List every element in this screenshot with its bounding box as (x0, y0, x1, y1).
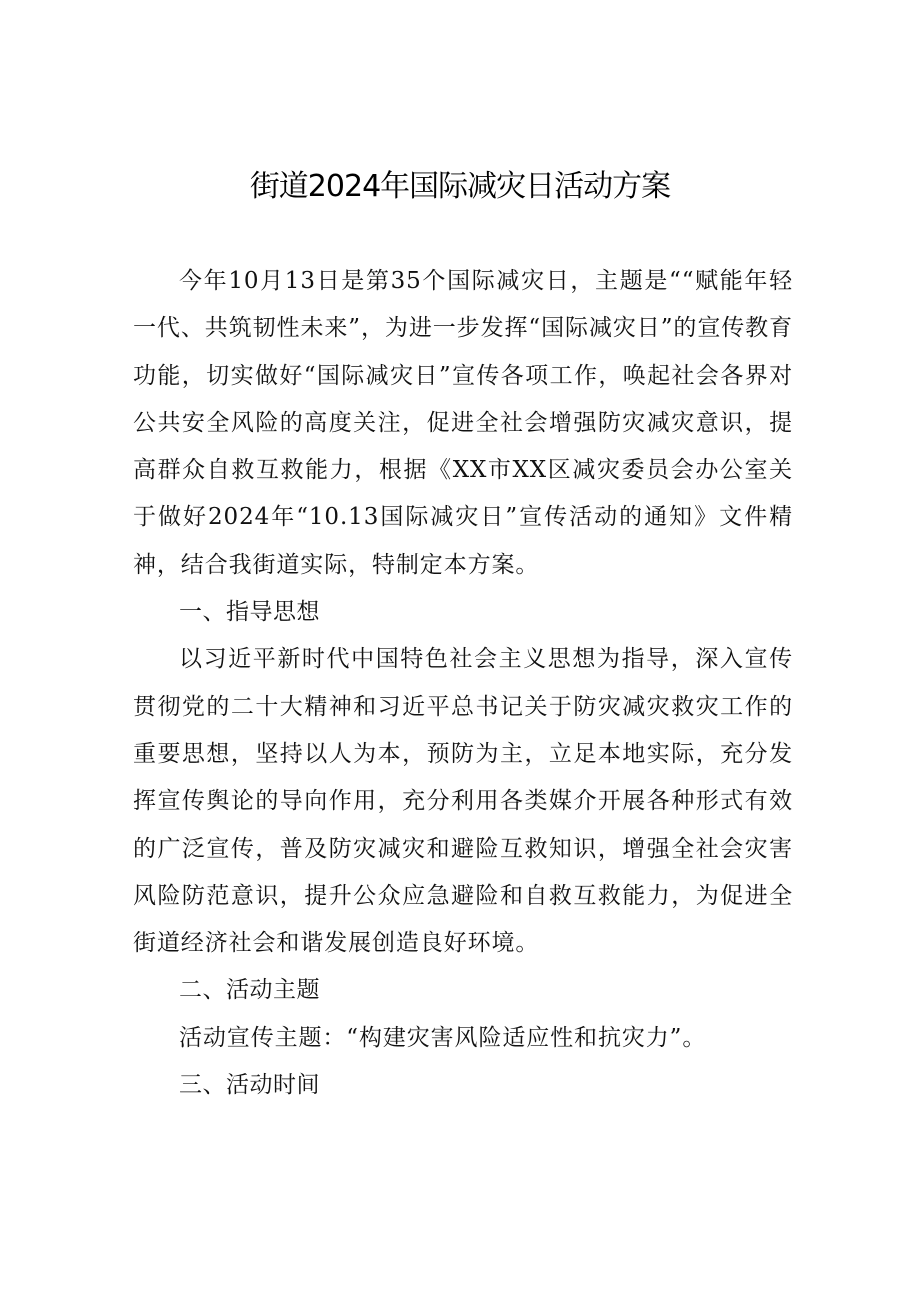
document-body (133, 258, 793, 1109)
section-heading-activity-theme: 二、活动主题 (179, 977, 320, 1004)
section-heading-guiding-thought: 一、指导思想 (179, 599, 320, 626)
section-heading-activity-time: 三、活动时间 (179, 1072, 320, 1099)
intro-paragraph: 今年10月13日是第35个国际减灾日，主题是““赋能年轻一代、共筑韧性未来”，为进一步发挥“国际减灾日”的宣传教育功能，切实做好“国际减灾日”宣传各项工作，唤起社会各界对公共安全风险的高度关注，促进全社会增强防灾减灾意识，提高群众自救互救能力，根据《XX市XX区减灾委员会办公室关于做好2024年“10.13国际减灾日”宣传活动的通知》文件精神，结合我街道实际，特制定本方案。 (133, 268, 793, 578)
section-paragraph-guiding-thought: 以习近平新时代中国特色社会主义思想为指导，深入宣传贯彻党的二十大精神和习近平总书记关于防灾减灾救灾工作的重要思想，坚持以人为本，预防为主，立足本地实际，充分发挥宣传舆论的导向作用，充分利用各类媒介开展各种形式有效的广泛宣传，普及防灾减灾和避险互救知识，增强全社会灾害风险防范意识，提升公众应急避险和自救互救能力，为促进全街道经济社会和谐发展创造良好环境。 (133, 646, 793, 957)
section-paragraph-activity-theme: 活动宣传主题：“构建灾害风险适应性和抗灾力”。 (179, 1024, 707, 1051)
document-title: 街道2024年国际减灾日活动方案 (249, 169, 671, 204)
